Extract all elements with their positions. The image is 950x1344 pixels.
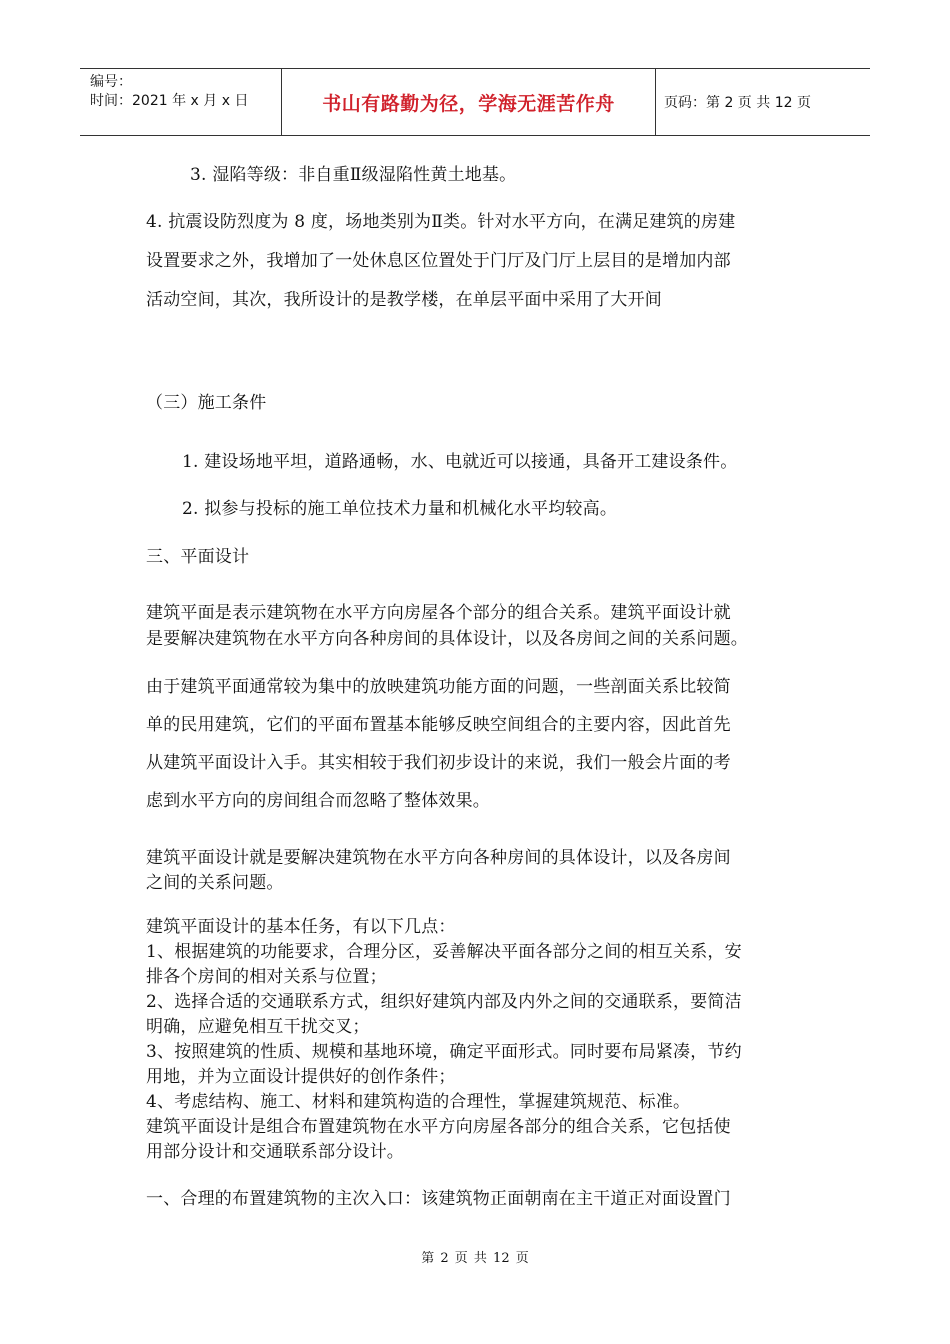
list-item: 2、选择合适的交通联系方式，组织好建筑内部及内外之间的交通联系，要简洁 — [146, 992, 742, 1012]
section-heading: 三、平面设计 — [146, 547, 250, 567]
header-page-number: 页码：第 2 页 共 12 页 — [664, 95, 811, 111]
body-line: 建筑平面是表示建筑物在水平方向房屋各个部分的组合关系。建筑平面设计就 — [146, 603, 731, 623]
body-line: 设置要求之外，我增加了一处休息区位置处于门厅及门厅上层目的是增加内部 — [146, 251, 731, 271]
list-item-continued: 用地，并为立面设计提供好的创作条件； — [146, 1067, 456, 1087]
body-line: 建筑平面设计的基本任务，有以下几点： — [146, 917, 456, 937]
page-footer: 第 2 页 共 12 页 — [421, 1251, 529, 1266]
list-item-continued: 明确，应避免相互干扰交叉； — [146, 1017, 370, 1037]
body-line: 一、合理的布置建筑物的主次入口：该建筑物正面朝南在主干道正对面设置门 — [146, 1189, 731, 1209]
list-item-continued: 排各个房间的相对关系与位置； — [146, 967, 387, 987]
body-line: 用部分设计和交通联系部分设计。 — [146, 1142, 404, 1162]
header-meta — [80, 69, 282, 135]
body-line: 由于建筑平面通常较为集中的放映建筑功能方面的问题，一些剖面关系比较简 — [146, 677, 731, 697]
body-line: 是要解决建筑物在水平方向各种房间的具体设计，以及各房间之间的关系问题。 — [146, 629, 748, 649]
list-item: 3、按照建筑的性质、规模和基地环境，确定平面形式。同时要布局紧凑，节约 — [146, 1042, 742, 1062]
body-line: 虑到水平方向的房间组合而忽略了整体效果。 — [146, 791, 490, 811]
section-heading: （三）施工条件 — [146, 393, 267, 413]
body-line: 建筑平面设计是组合布置建筑物在水平方向房屋各部分的组合关系，它包括使 — [146, 1117, 731, 1137]
body-line: 建筑平面设计就是要解决建筑物在水平方向各种房间的具体设计，以及各房间 — [146, 848, 731, 868]
body-line: 3. 湿陷等级：非自重Ⅱ级湿陷性黄土地基。 — [190, 165, 517, 185]
page-header — [80, 68, 870, 136]
body-line: 1. 建设场地平坦，道路通畅，水、电就近可以接通，具备开工建设条件。 — [182, 452, 738, 472]
body-line: 4. 抗震设防烈度为 8 度，场地类别为Ⅱ类。针对水平方向，在满足建筑的房建 — [146, 212, 736, 232]
body-line: 活动空间，其次，我所设计的是教学楼，在单层平面中采用了大开间 — [146, 290, 662, 310]
body-line: 从建筑平面设计入手。其实相较于我们初步设计的来说，我们一般会片面的考 — [146, 753, 731, 773]
list-item: 1、根据建筑的功能要求，合理分区，妥善解决平面各部分之间的相互关系，安 — [146, 942, 742, 962]
body-line: 2. 拟参与投标的施工单位技术力量和机械化水平均较高。 — [182, 499, 618, 519]
list-item: 4、考虑结构、施工、材料和建筑构造的合理性，掌握建筑规范、标准。 — [146, 1092, 691, 1112]
body-line: 单的民用建筑，它们的平面布置基本能够反映空间组合的主要内容，因此首先 — [146, 715, 731, 735]
body-line: 之间的关系问题。 — [146, 873, 284, 893]
document-date-label: 时间：2021 年 x 月 x 日 — [90, 93, 249, 109]
document-number-label: 编号： — [90, 74, 132, 90]
header-motto: 书山有路勤为径，学海无涯苦作舟 — [282, 69, 656, 135]
